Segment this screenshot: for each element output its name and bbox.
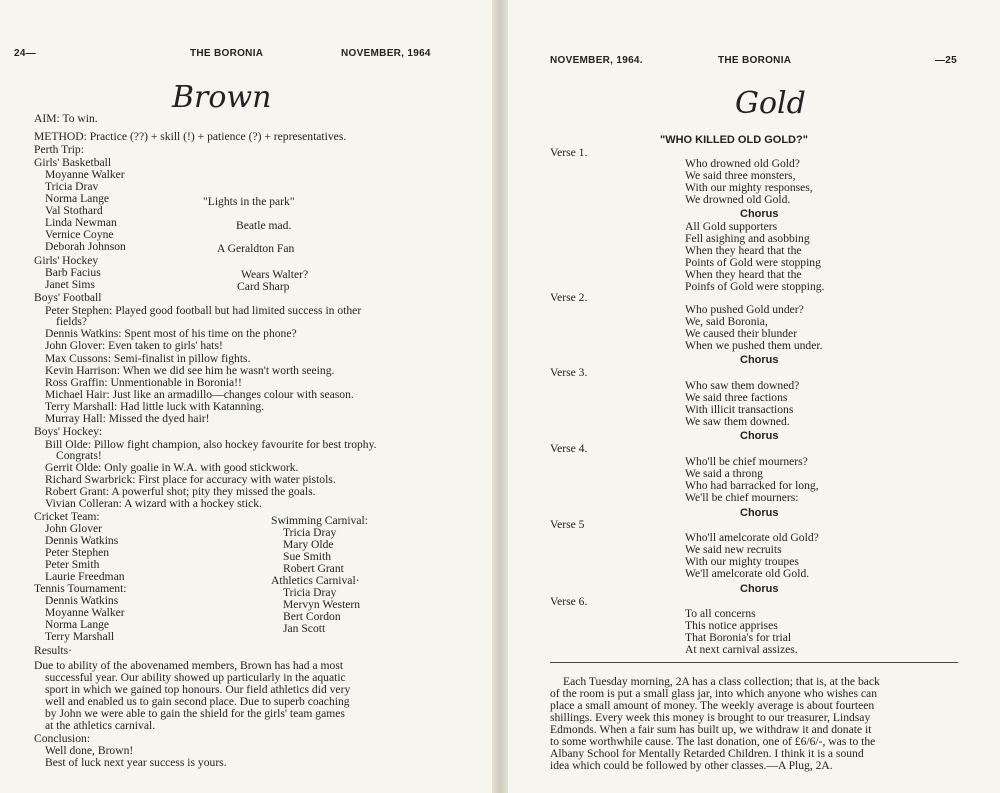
verse-label: Verse 3.: [550, 366, 588, 379]
verse-line: Fell asighing and asobbing: [685, 232, 810, 245]
left-page: [0, 0, 492, 793]
page-number: 24—: [14, 48, 37, 59]
verse-line: We caused their blunder: [685, 327, 798, 340]
paragraph-line: Each Tuesday morning, 2A has a class collection; that is, at the back: [563, 675, 880, 688]
house-title: Brown: [172, 80, 272, 115]
list-item: John Glover: [45, 522, 102, 535]
list-item: Ross Graffin: Unmentionable in Boronia!!: [45, 376, 242, 389]
section-heading: Boys' Hockey:: [34, 425, 103, 438]
paragraph-line: well and enabled us to gain second place. Due to superb coaching: [45, 695, 350, 708]
verse-line: We'll amelcorate old Gold.: [685, 567, 810, 580]
page-number: —25: [935, 55, 958, 66]
note: Card Sharp: [237, 280, 290, 293]
paragraph-line: successful year. Our ability showed up particularly in the aquatic: [45, 671, 346, 684]
method: METHOD: Practice (??) + skill (!) + patience (?) + representatives.: [34, 130, 347, 143]
verse-line: We saw them downed.: [685, 415, 790, 428]
list-item: Barb Facius: [45, 266, 101, 279]
list-item: Congrats!: [56, 449, 102, 462]
verse-line: When we pushed them under.: [685, 339, 823, 352]
verse-line: Who pushed Gold under?: [685, 303, 804, 316]
section-heading: Boys' Football: [34, 291, 102, 304]
paragraph-line: of the room is put a small glass jar, into which anyone who wishes can: [550, 687, 877, 700]
list-item: Val Stothard: [45, 204, 103, 217]
list-item: Bill Olde: Pillow fight champion, also hockey favourite for best trophy.: [45, 438, 377, 451]
note: "Lights in the park": [203, 195, 295, 208]
verse-line: Who drowned old Gold?: [685, 157, 800, 170]
list-item: Janet Sims: [45, 278, 95, 291]
right-page: [508, 0, 1000, 793]
chorus-label: Chorus: [740, 354, 779, 366]
section-heading: Swimming Carnival:: [271, 514, 368, 527]
verse-line: Who had barracked for long,: [685, 479, 819, 492]
house-title: Gold: [735, 86, 806, 121]
paragraph-line: at the athletics carnival.: [45, 719, 156, 732]
list-item: Robert Grant: A powerful shot; pity they missed the goals.: [45, 485, 316, 498]
section-heading: Girls' Hockey: [34, 254, 99, 267]
section-heading: Cricket Team:: [34, 510, 100, 523]
list-item: Deborah Johnson: [45, 240, 126, 253]
list-item: Robert Grant: [283, 562, 344, 575]
note: Wears Walter?: [241, 268, 309, 281]
verse-label: Verse 5: [550, 518, 585, 531]
list-item: Dennis Watkins: [45, 534, 119, 547]
verse-label: Verse 2.: [550, 291, 588, 304]
list-item: Norma Lange: [45, 618, 110, 631]
list-item: Tricia Dray: [283, 526, 337, 539]
list-item: John Glover: Even taken to girls' hats!: [45, 339, 223, 352]
paragraph-line: place a small amount of money. The weekly average is about fourteen: [550, 699, 875, 712]
list-item: Jan Scott: [283, 622, 326, 635]
verse-line: Poinfs of Gold were stopping.: [685, 280, 825, 293]
chorus-label: Chorus: [740, 507, 779, 519]
verse-line: This notice apprises: [685, 619, 778, 632]
verse-line: When they heard that the: [685, 244, 802, 257]
paragraph-line: Albany School for Mentally Retarded Children. I think it is a sound: [550, 747, 864, 760]
verse-line: We, said Boronia,: [685, 315, 768, 328]
magazine-name: THE BORONIA: [190, 48, 264, 59]
list-item: Mervyn Western: [283, 598, 361, 611]
magazine-name: THE BORONIA: [718, 55, 792, 66]
list-item: Linda Newman: [45, 216, 117, 229]
note: Beatle mad.: [236, 219, 292, 232]
verse-line: Who saw them downed?: [685, 379, 800, 392]
issue-date: NOVEMBER, 1964: [341, 48, 431, 59]
verse-line: We said new recruits: [685, 543, 782, 556]
list-item: Sue Smith: [283, 550, 331, 563]
section-heading: Results·: [34, 644, 73, 657]
verse-line: We'll be chief mourners:: [685, 491, 799, 504]
list-item: Norma Lange: [45, 192, 110, 205]
section-heading: Conclusion:: [34, 732, 91, 745]
list-item: Moyanne Walker: [45, 606, 125, 619]
list-item: Moyanne Walker: [45, 168, 125, 181]
verse-line: At next carnival assizes.: [685, 643, 798, 656]
perth-trip: Perth Trip:: [34, 143, 84, 156]
verse-line: We said three monsters,: [685, 169, 796, 182]
list-item: Vernice Coyne: [45, 228, 114, 241]
verse-label: Verse 4.: [550, 442, 588, 455]
issue-date: NOVEMBER, 1964.: [550, 55, 643, 66]
list-item: Max Cussons: Semi-finalist in pillow fights.: [45, 352, 251, 365]
list-item: Tricia Drav: [45, 180, 99, 193]
list-item: fields?: [56, 315, 87, 328]
paragraph-line: sport in which we gained top honours. Our field athletics did very: [45, 683, 351, 696]
verse-line: That Boronia's for trial: [685, 631, 792, 644]
paragraph-line: Edmonds. When a fair sum has built up, we withdraw it and donate it: [550, 723, 872, 736]
verse-line: With our mighty responses,: [685, 181, 813, 194]
section-heading: Girls' Basketball: [34, 156, 112, 169]
list-item: Richard Swarbrick: First place for accuracy with water pistols.: [45, 473, 336, 486]
chorus-label: Chorus: [740, 208, 779, 220]
paragraph-line: shillings. Every week this money is brought to our treasurer, Lindsay: [550, 711, 871, 724]
section-heading: Athletics Carnival·: [271, 574, 360, 587]
list-item: Vivian Colleran: A wizard with a hockey stick.: [45, 497, 262, 510]
list-item: Terry Marshall: [45, 630, 115, 643]
list-item: Peter Stephen: Played good football but had limited success in other: [45, 304, 362, 317]
list-item: Gerrit Olde: Only goalie in W.A. with good stickwork.: [45, 461, 299, 474]
list-item: Michael Hair: Just like an armadillo—changes colour with season.: [45, 388, 354, 401]
list-item: Dennis Watkins: [45, 594, 119, 607]
page-gutter: [492, 0, 508, 793]
list-item: Terry Marshall: Had little luck with Katanning.: [45, 400, 265, 413]
verse-line: When they heard that the: [685, 268, 802, 281]
verse-line: Points of Gold were stopping: [685, 256, 821, 269]
verse-label: Verse 1.: [550, 146, 588, 159]
list-item: Kevin Harrison: When we did see him he wasn't worth seeing.: [45, 364, 335, 377]
verse-label: Verse 6.: [550, 595, 588, 608]
paragraph-line: to some worthwhile cause. The last donation, one of £6/6/-, was to the: [550, 735, 876, 748]
list-item: Dennis Watkins: Spent most of his time on the phone?: [45, 327, 297, 340]
list-item: Mary Olde: [283, 538, 334, 551]
verse-line: With our mighty troupes: [685, 555, 799, 568]
chorus-label: Chorus: [740, 430, 779, 442]
list-item: Murray Hall: Missed the dyed hair!: [45, 412, 210, 425]
list-item: Bert Cordon: [283, 610, 341, 623]
verse-line: We said three factions: [685, 391, 788, 404]
song-title: "WHO KILLED OLD GOLD?": [660, 134, 808, 146]
list-item: Peter Stephen: [45, 546, 110, 559]
divider: [550, 662, 958, 663]
aim: AIM: To win.: [34, 112, 98, 125]
verse-line: To all concerns: [685, 607, 756, 620]
list-item: Laurie Freedman: [45, 570, 125, 583]
verse-line: All Gold supporters: [685, 220, 778, 233]
verse-line: Who'll amelcorate old Gold?: [685, 531, 819, 544]
chorus-label: Chorus: [740, 583, 779, 595]
paragraph-line: by John we were able to gain the shield for the girls' team games: [45, 707, 345, 720]
paragraph-line: Best of luck next year success is yours.: [45, 756, 227, 769]
verse-line: We said a throng: [685, 467, 763, 480]
list-item: Peter Smith: [45, 558, 100, 571]
list-item: Tricia Dray: [283, 586, 337, 599]
verse-line: Who'll be chief mourners?: [685, 455, 808, 468]
verse-line: With illicit transactions: [685, 403, 794, 416]
paragraph-line: Well done, Brown!: [45, 744, 134, 757]
paragraph-line: Due to ability of the abovenamed members, Brown has had a most: [34, 659, 344, 672]
note: A Geraldton Fan: [217, 242, 295, 255]
paragraph-line: idea which could be followed by other classes.—A Plug, 2A.: [550, 759, 833, 772]
verse-line: We drowned old Gold.: [685, 193, 791, 206]
section-heading: Tennis Tournament:: [34, 582, 127, 595]
